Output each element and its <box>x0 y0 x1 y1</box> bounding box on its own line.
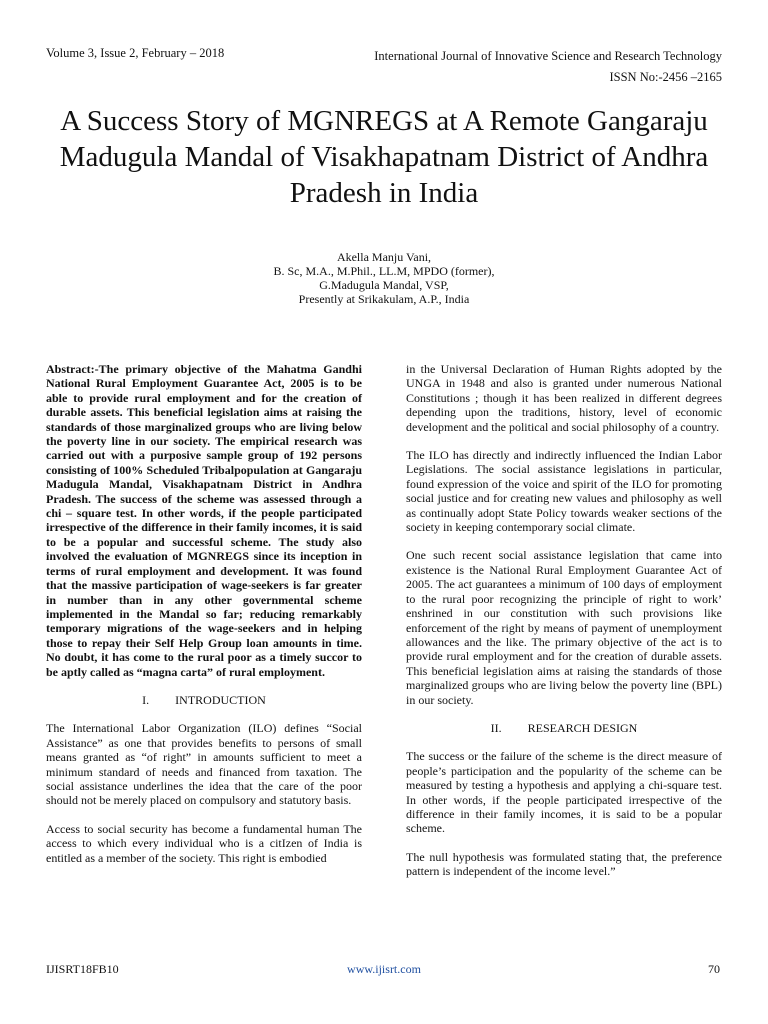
journal-header <box>374 46 722 88</box>
journal-name: International Journal of Innovative Science and Research Technology <box>374 49 722 63</box>
author-qualifications: B. Sc, M.A., M.Phil., LL.M, MPDO (former), <box>273 264 495 278</box>
issn: ISSN No:-2456 –2165 <box>609 70 722 84</box>
paragraph: The ILO has directly and indirectly influenced the Indian Labor Legislations. The social assistance legislations in particular, found expression of the voice and spirit of the ILO for promoting social justice and for creating new values and philosophy as well as continually adopt State Policy towards weaker sections of the society in keeping contemporary social climate. <box>406 448 722 535</box>
section-number: I. <box>142 692 150 707</box>
paragraph: in the Universal Declaration of Human Rights adopted by the UNGA in 1948 and also is granted under numerous National Constitutions ; though it has been realized in different degrees depending upon the traditions, history, level of economic development and the political and social philosophy of a country. <box>406 362 722 434</box>
section-heading-research-design <box>406 721 722 735</box>
abstract: Abstract:-The primary objective of the Mahatma Gandhi National Rural Employment Guarantee Act, 2005 is to be able to provide rural employment and for the creation of durable assets. This beneficial legislation aims at raising the standards of those marginalized groups who are living below the poverty line in our society. The empirical research was carried out with a purposive sample group of 192 persons consisting of 100% Scheduled Tribalpopulation at Gangaraju Madugula Mandal, Visakhapatnam District in Andhra Pradesh. The success of the scheme was assessed through a chi – square test. In other words, if the people participated irrespective of the difference in their family incomes, it is said to be a popular and successful scheme. The study also involved the evaluation of MGNREGS since its inception in terms of rural employment and development. It was found that the massive participation of wage-seekers is far greater in number than in any other governmental scheme implemented in the Mandal so far; reducing remarkably temporary migrations of the wage-seekers and in helping those to repay their Self Help Group loan amounts in time. No doubt, it has come to the rural poor as a timely succor to be aptly called as “magna carta” of rural employment. <box>46 362 362 679</box>
paper-id: IJISRT18FB10 <box>46 962 119 976</box>
paragraph: The null hypothesis was formulated stating that, the preference pattern is independent of the income level.” <box>406 849 722 879</box>
paragraph: The International Labor Organization (ILO) defines “Social Assistance” as one that provides benefits to persons of small means granted as “of right” in amounts sufficient to meet a minimum standard of needs and financed from taxation. The social assistance underlines the idea that the care of the poor should not be merely placed on compulsory and statutory basis. <box>46 721 362 808</box>
section-heading-introduction <box>46 693 362 707</box>
author-location: Presently at Srikakulam, A.P., India <box>298 292 470 306</box>
volume-issue: Volume 3, Issue 2, February – 2018 <box>46 46 225 60</box>
paper-title: A Success Story of MGNREGS at A Remote Gangaraju Madugula Mandal of Visakhapatnam District of Andhra Pradesh in India <box>59 105 709 209</box>
right-column <box>406 362 722 893</box>
author-name: Akella Manju Vani, <box>336 250 432 264</box>
paragraph: Access to social security has become a fundamental human The access to which every individual who is a citIzen of India is entitled as a member of the society. This right is embodied <box>46 821 362 865</box>
paragraph: The success or the failure of the scheme is the direct measure of people’s participation and the popularity of the scheme can be measured by testing a hypothesis and applying a chi-square test. In other words, if the people participated irrespective of the difference in their family incomes, it is said to be a popular scheme. <box>406 749 722 836</box>
section-title: INTRODUCTION <box>175 692 266 707</box>
section-number: II. <box>490 720 502 735</box>
website-link[interactable]: www.ijisrt.com <box>347 962 421 976</box>
left-column <box>46 362 362 879</box>
author-office: G.Madugula Mandal, VSP, <box>319 278 449 292</box>
author-block <box>100 250 668 306</box>
paragraph: One such recent social assistance legislation that came into existence is the National Rural Employment Guarantee Act of 2005. The act guarantees a minimum of 100 days of employment to the rural poor recognizing the principle of right to work’ enshrined in our constitution with such provisions like enforcement of the right by means of payment of unemployment allowances and the like. The primary objective of the act is to provide rural employment and for the creation of durable assets. This beneficial legislation aims at raising the standards of those marginalized groups who are living below the poverty line (BPL) in our society. <box>406 548 722 707</box>
page-number: 70 <box>708 962 720 976</box>
section-title: RESEARCH DESIGN <box>527 720 638 735</box>
